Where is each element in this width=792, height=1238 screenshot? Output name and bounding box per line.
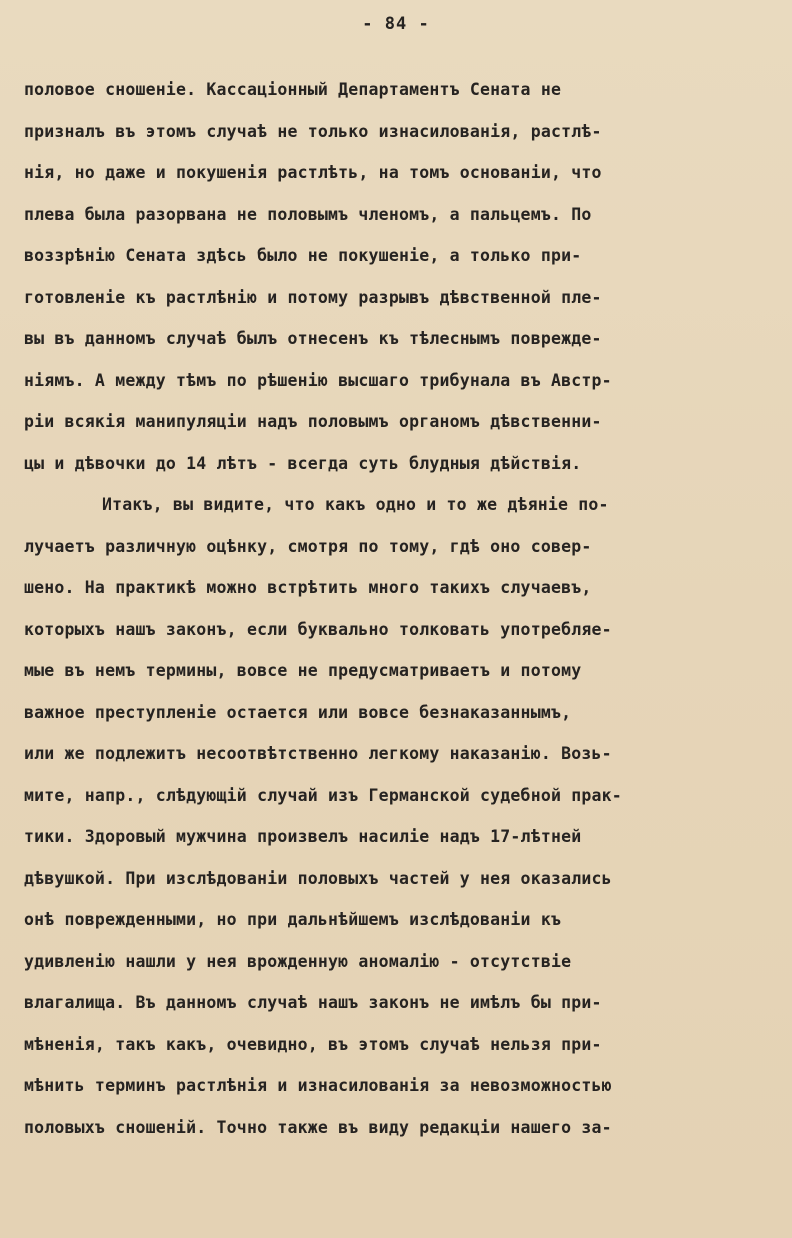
text-line: важное преступленіе остается или вовсе безнаказаннымъ, [24,702,572,722]
text-line: дѣвушкой. При изслѣдованіи половыхъ частей у нея оказались [24,868,612,888]
text-line: мѣненія, такъ какъ, очевидно, въ этомъ случаѣ нельзя при- [24,1034,602,1054]
text-line: шено. На практикѣ можно встрѣтить много такихъ случаевъ, [24,578,592,597]
text-line: мѣнить терминъ растлѣнія и изнасилованія за невозможностью [24,1076,612,1095]
text-line: мые въ немъ термины, вовсе не предусматриваетъ и потому [24,661,582,680]
text-line: готовленіе къ растлѣнію и потому разрывъ дѣвственной пле- [24,287,602,307]
text-line: половыхъ сношеній. Точно также въ виду редакціи нашего за- [24,1117,612,1137]
text-line: удивленію нашли у нея врожденную аномалію - отсутствіе [24,951,572,971]
text-line: цы и дѣвочки до 14 лѣтъ - всегда суть блудныя дѣйствія. [24,453,582,473]
text-line: которыхъ нашъ законъ, если буквально толковать употребляе- [24,619,612,639]
text-line: ніямъ. А между тѣмъ по рѣшенію высшаго трибунала въ Австр- [24,370,612,390]
text-line: или же подлежитъ несоотвѣтственно легкому наказанію. Возь- [24,744,612,763]
page-number: - 84 - [362,14,430,34]
text-line: призналъ въ этомъ случаѣ не только изнасилованія, растлѣ- [24,121,602,141]
text-line: нія, но даже и покушенія растлѣть, на томъ основаніи, что [24,163,602,182]
text-line: влагалища. Въ данномъ случаѣ нашъ законъ не имѣлъ бы при- [24,993,602,1012]
text-line: плева была разорвана не половымъ членомъ, а пальцемъ. По [24,204,592,224]
text-line: половое сношеніе. Кассаціонный Департаментъ Сената не [24,80,562,99]
paragraph-start-line: Итакъ, вы видите, что какъ одно и то же дѣяніе по- [102,495,609,514]
text-line: мите, напр., слѣдующій случай изъ Германской судебной прак- [24,785,622,805]
text-line: ріи всякія манипуляціи надъ половымъ органомъ дѣвственни- [24,412,602,431]
text-line: тики. Здоровый мужчина произвелъ насиліе надъ 17-лѣтней [24,827,582,846]
text-line: онѣ поврежденными, но при дальнѣйшемъ изслѣдованіи къ [24,910,562,929]
text-line: лучаетъ различную оцѣнку, смотря по тому, гдѣ оно совер- [24,536,592,556]
text-line: вы въ данномъ случаѣ былъ отнесенъ къ тѣлеснымъ поврежде- [24,329,602,348]
body-text [24,78,784,1157]
text-line: воззрѣнію Сената здѣсь было не покушеніе, а только при- [24,246,582,265]
